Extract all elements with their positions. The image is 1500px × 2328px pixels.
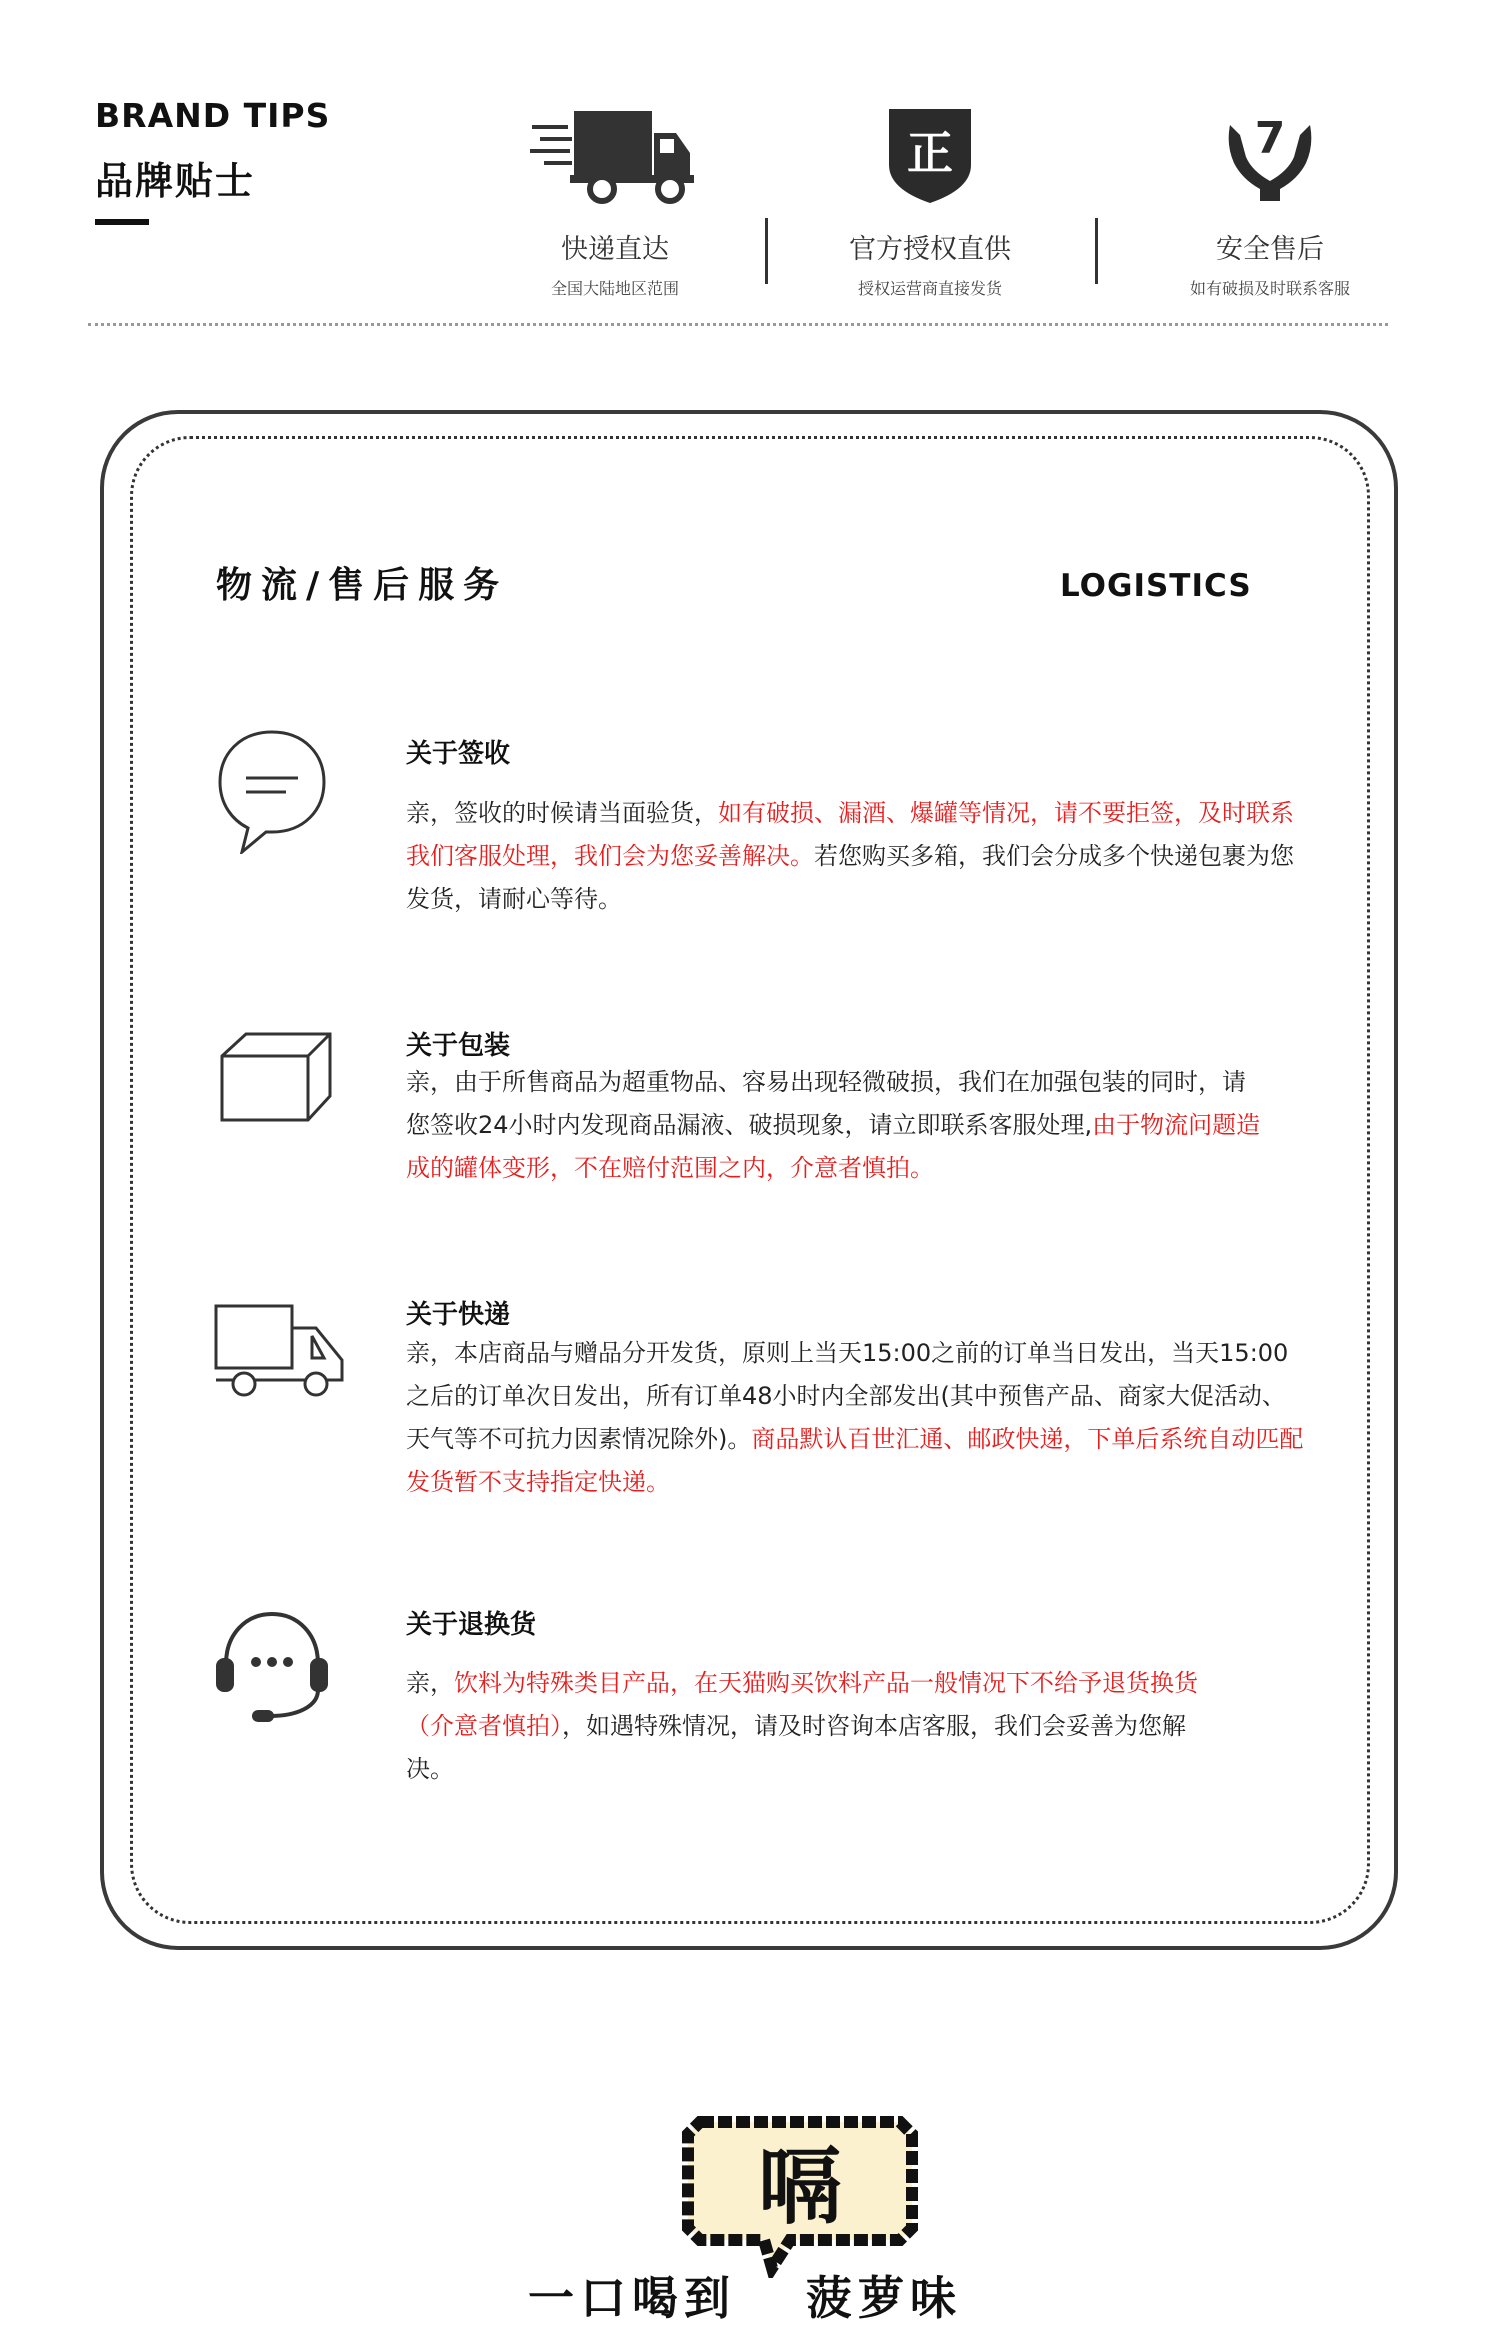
section-heading-delivery: 关于快递	[406, 1300, 511, 1330]
card-title: 物流/售后服务	[216, 565, 509, 606]
brand-logo	[680, 2108, 920, 2278]
brand-underline	[95, 219, 149, 225]
feature-divider	[1095, 218, 1098, 284]
slogan-right: 菠萝味	[806, 2271, 962, 2325]
feature-subtitle: 如有破损及时联系客服	[1189, 279, 1350, 298]
hands-number: 7	[1254, 113, 1286, 164]
headset-icon	[212, 1606, 332, 1730]
section-body-returns	[406, 1662, 1226, 1791]
delivery-truck-icon	[212, 1300, 352, 1404]
section-heading-packaging: 关于包装	[406, 1031, 511, 1061]
section-body-packaging	[406, 1061, 1266, 1190]
body-text: 亲，	[406, 1669, 454, 1697]
body-text-warning: 商品默认百世汇通、邮政快递，下单后系统自动匹配发货暂不支持指定快递。	[406, 1425, 1304, 1496]
body-text-warning: 由于物流问题造成的罐体变形，不在赔付范围之内，介意者慎拍。	[406, 1111, 1261, 1182]
body-text: ，如遇特殊情况，请及时咨询本店客服，我们会妥善为您解决。	[406, 1712, 1186, 1783]
section-body-delivery	[406, 1332, 1306, 1504]
feature-title: 快递直达	[561, 234, 669, 265]
badge-char: 正	[907, 126, 953, 180]
body-text: 亲，本店商品与赠品分开发货，原则上当天15:00之前的订单当日发出，当天15:00之后的订单次日发出，所有订单48小时内全部发出(其中预售产品、商家大促活动、天气等不可抗力因素情况除外)。	[406, 1339, 1289, 1453]
body-text: 亲，签收的时候请当面验货，	[406, 799, 718, 827]
feature-subtitle: 全国大陆地区范围	[550, 279, 679, 298]
feature-official-supply	[780, 95, 1080, 299]
feature-title: 官方授权直供	[849, 234, 1011, 265]
feature-title: 安全售后	[1216, 234, 1324, 265]
feature-after-sale	[1120, 95, 1420, 299]
header-dotted-divider	[88, 323, 1388, 326]
slogan-left: 一口喝到	[528, 2271, 736, 2325]
feature-fast-delivery	[465, 95, 765, 299]
section-heading-returns: 关于退换货	[406, 1610, 537, 1640]
chat-bubble-icon	[212, 724, 332, 858]
authentic-badge-icon	[885, 105, 975, 205]
feature-divider	[765, 218, 768, 284]
card-title-en: LOGISTICS	[1060, 568, 1252, 604]
brand-title-en: BRAND TIPS	[95, 96, 331, 135]
logo-char: 嗝	[757, 2138, 843, 2236]
body-text: 亲，由于所售商品为超重物品、容易出现轻微破损，我们在加强包装的同时，请您签收24小时内发现商品漏液、破损现象，请立即联系客服处理,	[406, 1068, 1246, 1139]
body-text-warning: 饮料为特殊类目产品，在天猫购买饮料产品一般情况下不给予退货换货（介意者慎拍）	[406, 1669, 1198, 1740]
brand-title-cn: 品牌贴士	[95, 159, 256, 203]
truck-icon	[530, 105, 700, 205]
package-box-icon	[212, 1030, 332, 1134]
hands-7-icon	[1220, 105, 1320, 205]
body-text: 若您购买多箱，我们会分成多个快递包裹为您发货，请耐心等待。	[406, 842, 1294, 913]
section-body-sign	[406, 792, 1306, 921]
body-text-warning: 如有破损、漏酒、爆罐等情况，请不要拒签，及时联系我们客服处理，我们会为您妥善解决。	[406, 799, 1294, 870]
feature-subtitle: 授权运营商直接发货	[857, 279, 1002, 298]
section-heading-sign: 关于签收	[406, 739, 511, 769]
